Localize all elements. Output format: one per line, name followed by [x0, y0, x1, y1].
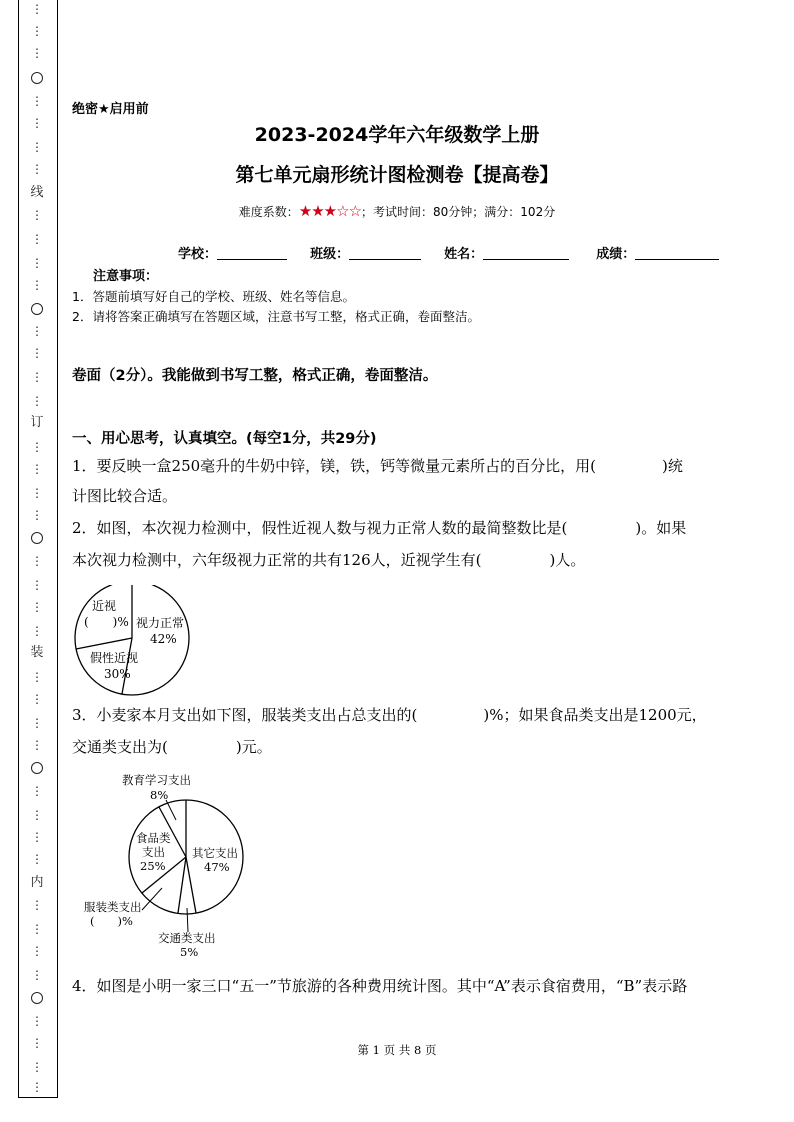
- question-4-line-1: 4．如图是小明一家三口“五一”节旅游的各种费用统计图。其中“A”表示食宿费用，“B”表示路: [72, 977, 688, 995]
- q3-text-mid: )%；如果食品类支出是1200元，: [483, 706, 707, 724]
- vision-pie-chart: [70, 585, 200, 700]
- pie2-label-transport: 交通类支出: [158, 931, 216, 945]
- pie2-label-other-pct: 47%: [204, 860, 230, 874]
- pie1-label-pseudo: 假性近视: [90, 651, 139, 665]
- page-footer: 第 1 页 共 8 页: [357, 1043, 437, 1057]
- question-3-line-2: [72, 737, 272, 757]
- pie1-label-myopia: 近视: [92, 599, 117, 613]
- neatness-statement: 卷面（2分）。我能做到书写工整，格式正确，卷面整洁。: [72, 368, 438, 384]
- question-3-line-1: [72, 705, 707, 725]
- q2-text-2: 本次视力检测中，六年级视力正常的共有126人，近视学生有(: [72, 551, 482, 569]
- pie1-label-normal-pct: 42%: [150, 632, 177, 646]
- class-label: 班级：: [310, 247, 350, 262]
- pie1-label-pseudo-pct: 30%: [104, 667, 131, 681]
- school-field[interactable]: [217, 247, 287, 260]
- margin-char-inner: 内: [30, 875, 44, 890]
- margin-circle: [31, 303, 43, 315]
- pie1-label-normal: 视力正常: [136, 616, 185, 630]
- exam-title: 2023-2024学年六年级数学上册: [254, 124, 540, 146]
- difficulty-stars: [299, 202, 361, 220]
- exam-meta: [0, 202, 794, 220]
- q3-text: 3．小麦家本月支出如下图，服装类支出占总支出的(: [72, 706, 418, 724]
- question-1-line-2: 计图比较合适。: [72, 487, 178, 505]
- pie2-label-edu-pct: 8%: [150, 788, 169, 802]
- notice-item: 2．请将答案正确填写在答题区域，注意书写工整，格式正确，卷面整洁。: [72, 309, 480, 324]
- confidential-label: 绝密★启用前: [72, 102, 149, 117]
- notice-heading: 注意事项：: [93, 269, 159, 284]
- question-2-line-1: [72, 518, 686, 538]
- margin-char-order: 订: [30, 415, 44, 430]
- pie2-label-other: 其它支出: [192, 846, 238, 860]
- pie1-label-myopia-pct: ( )%: [84, 615, 129, 629]
- q3-text-end: )元。: [235, 738, 272, 756]
- q2-text-end: )人。: [549, 551, 586, 569]
- margin-circle: [31, 762, 43, 774]
- margin-char-line: 线: [30, 185, 44, 200]
- pie2-label-food: 食品类: [136, 831, 171, 845]
- name-label: 姓名：: [444, 247, 484, 262]
- score-label: 成绩：: [596, 247, 636, 262]
- q2-text: 2．如图，本次视力检测中，假性近视人数与视力正常人数的最简整数比是(: [72, 519, 568, 537]
- pie2-label-clothing-pct: ( )%: [90, 914, 133, 928]
- notice-item: 1．答题前填写好自己的学校、班级、姓名等信息。: [72, 289, 355, 304]
- pie2-label-food-pct: 25%: [140, 859, 166, 873]
- school-label: 学校：: [178, 247, 218, 262]
- binding-margin: ⋮ ⋮ ⋮ ⋮ ⋮ ⋮ ⋮ 线 ⋮ ⋮ ⋮ ⋮ ⋮ ⋮ ⋮ ⋮ 订 ⋮ ⋮ ⋮ ⋮ ⋮ ⋮ ⋮ ⋮ 装 ⋮ ⋮ ⋮ ⋮ ⋮ ⋮ ⋮ ⋮ 内 ⋮ ⋮ ⋮ ⋮ ⋮ ⋮ ⋮ ⋮: [27, 0, 47, 1097]
- exam-subtitle: 第七单元扇形统计图检测卷【提高卷】: [235, 164, 559, 186]
- margin-circle: [31, 532, 43, 544]
- difficulty-label: 难度系数：: [238, 205, 299, 219]
- margin-circle: [31, 992, 43, 1004]
- star-filled-icon: ★★★: [298, 202, 337, 220]
- q3-text-2: 交通类支出为(: [72, 738, 168, 756]
- exam-info: ；考试时间：80分钟；满分：102分: [361, 205, 556, 219]
- q1-text-end: )统: [662, 457, 683, 475]
- class-field[interactable]: [349, 247, 421, 260]
- pie2-label-edu: 教育学习支出: [122, 773, 191, 787]
- score-field[interactable]: [635, 247, 719, 260]
- student-info-row: [178, 243, 719, 262]
- pie2-label-food-2: 支出: [142, 845, 165, 859]
- pie2-label-clothing: 服装类支出: [84, 900, 142, 914]
- q2-text-mid: )。如果: [635, 519, 687, 537]
- margin-char-bind: 装: [30, 645, 44, 660]
- star-empty-icon: ☆☆: [336, 202, 362, 220]
- q1-text: 1．要反映一盒250毫升的牛奶中锌，镁，铁，钙等微量元素所占的百分比，用(: [72, 457, 597, 475]
- name-field[interactable]: [483, 247, 569, 260]
- question-2-line-2: [72, 550, 585, 570]
- question-1-line-1: [72, 456, 683, 476]
- expense-pie-chart: [78, 770, 268, 960]
- pie2-label-transport-pct: 5%: [180, 945, 199, 959]
- section-title: 一、用心思考，认真填空。(每空1分，共29分): [72, 431, 377, 447]
- margin-circle: [31, 72, 43, 84]
